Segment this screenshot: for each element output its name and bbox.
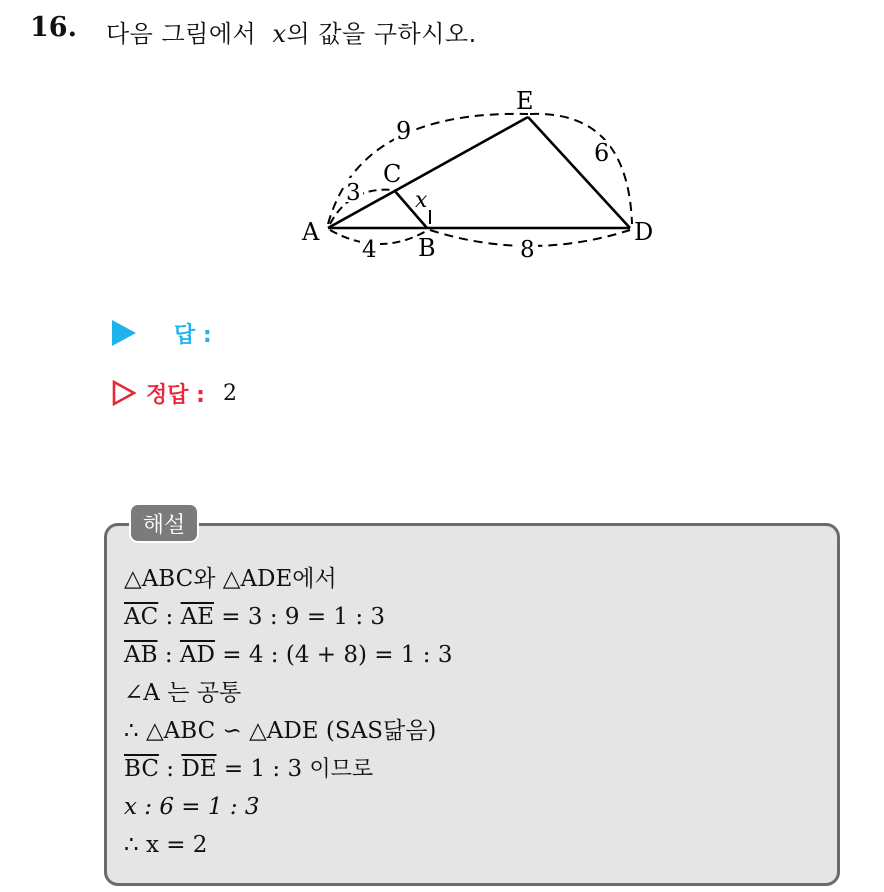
- correct-answer-value: 2: [222, 380, 237, 406]
- solution-line-1: △ABC와 △ADE에서: [124, 566, 337, 592]
- segment-text: $\overline{AE}$: [180, 604, 214, 630]
- label-6: 6: [594, 139, 610, 167]
- arc-AE: [328, 114, 528, 224]
- solution-line-4: ∠A 는 공통: [124, 680, 242, 706]
- segment-text: $\overline{AB}$: [124, 642, 158, 668]
- segment-text: $\overline{BC}$: [124, 756, 159, 782]
- ratio-text: = 3 : 9 = 1 : 3: [214, 604, 386, 630]
- solution-lines: [124, 560, 453, 864]
- label-A: A: [302, 218, 320, 246]
- label-D: D: [634, 218, 654, 246]
- segment-ED: [528, 117, 630, 228]
- label-3: 3: [346, 180, 361, 206]
- solution-line-5: ∴ △ABC ∽ △ADE (SAS닮음): [124, 718, 437, 744]
- solution-tag: 해설: [129, 503, 199, 543]
- arc-ED: [530, 114, 632, 224]
- question-number: 16.: [30, 12, 77, 43]
- correct-answer-label: 정답 :: [146, 382, 205, 408]
- play-icon: [112, 320, 136, 346]
- ratio-text: = 4 : (4 + 8) = 1 : 3: [214, 642, 453, 668]
- answer-label: 답 :: [174, 322, 212, 348]
- label-8: 8: [520, 237, 535, 263]
- segment-AE: [328, 117, 528, 228]
- segment-text: $\overline{DE}$: [181, 756, 217, 782]
- correct-answer-row: [112, 378, 237, 408]
- segment-text: $\overline{AC}$: [124, 604, 159, 630]
- label-C: C: [383, 160, 402, 188]
- label-9: 9: [396, 117, 412, 145]
- question-text-after: 의 값을 구하시오.: [286, 20, 477, 48]
- korean-text: 이므로: [309, 757, 374, 782]
- solution-line-2: $\overline{AC}$ : $\overline{AE} = 3$ : 9 = 1 : 3: [124, 604, 386, 630]
- solution-line-3: $\overline{AB}$ : $\overline{AD} = 4$ : (4 + 8) = 1 : 3: [124, 642, 453, 668]
- label-4: 4: [362, 237, 377, 263]
- answer-row: [112, 318, 212, 348]
- label-x: x: [415, 188, 428, 213]
- outline-play-icon: [112, 380, 136, 406]
- solution-line-6: $\overline{BC}$ : $\overline{DE} = 1$ : 3 이므로: [124, 756, 374, 782]
- triangle-figure: [0, 0, 884, 300]
- segment-text: $\overline{AD}$: [179, 642, 215, 668]
- question-variable: x: [272, 20, 287, 48]
- ratio-text: = 1 : 3: [216, 756, 310, 782]
- label-B: B: [418, 234, 436, 262]
- question-text-before: 다음 그림에서: [106, 20, 257, 48]
- solution-line-8: ∴ x = 2: [124, 832, 208, 858]
- solution-line-7: x : 6 = 1 : 3: [124, 794, 260, 820]
- label-E: E: [516, 87, 534, 115]
